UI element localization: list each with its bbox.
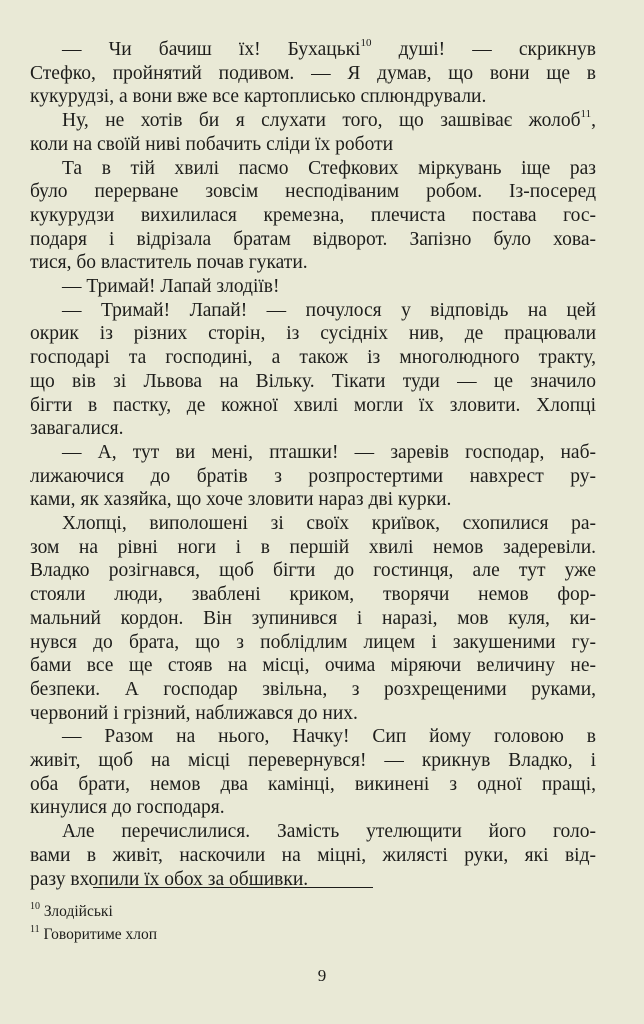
text-line: окрик із різних сторін, із сусідніх нив, де працювали: [30, 323, 596, 345]
footnote-ref[interactable]: 11: [580, 107, 592, 120]
text-line: що вів зі Львова на Вільку. Тікати туди — це значило: [30, 370, 596, 392]
text-line: лижаючися до братів з розпростертими навхрест ру-: [30, 465, 596, 487]
footnote-text: Говоритиме хлоп: [43, 926, 158, 943]
page-number: 9: [317, 966, 327, 985]
text-line: — Разом на нього, Начку! Сип йому головою в: [62, 726, 596, 748]
text-line: червоний і грізний, наближався до них.: [30, 702, 358, 724]
text-line: було перерване зовсім несподіваним робом. Із-посеред: [30, 181, 596, 203]
text-line: ками, як хазяйка, що хоче зловити нараз дві курки.: [30, 489, 452, 511]
text-line: оба брати, немов два камінці, викинені з одної пращі,: [30, 773, 596, 795]
text-line: безпеки. А господар звільна, з розхрещеними руками,: [30, 678, 596, 700]
text-line: Але перечислилися. Замість утелющити його голо-: [62, 821, 596, 843]
text-line: — А, тут ви мені, пташки! — заревів господар, наб-: [62, 441, 596, 463]
text-line: вами в живіт, наскочили на міцні, жилясті руки, які від-: [30, 844, 596, 866]
footnote-number: 11: [30, 923, 40, 935]
text-line: коли на своїй ниві побачить сліди їх роботи: [30, 133, 394, 155]
text-line: живіт, щоб на місці перевернувся! — крикнув Владко, і: [30, 750, 596, 771]
text-line: тися, бо властитель почав гукати.: [30, 252, 308, 274]
footnote: [30, 902, 113, 922]
text-line: Ну, не хотів би я слухати того, що зашвіває жолоб$^{11}$,: [62, 107, 596, 132]
text-line: стояли люди, зваблені криком, творячи немов фор-: [30, 584, 596, 606]
text-line: нувся до брата, що з поблідлим лицем і закушеними гу-: [30, 631, 596, 653]
text-line: мальний кордон. Він зупинився і наразі, мов куля, ки-: [30, 607, 596, 629]
text-line: зом на рівні ноги і в першій хвилі немов задеревіли.: [30, 536, 596, 558]
footnote: [30, 925, 157, 945]
text-line: кукурудзі, а вони вже все картоплисько сплюндрували.: [30, 86, 487, 108]
text-line: подаря і відрізала братам відворот. Запізно було хова-: [30, 228, 596, 250]
text-line: Та в тій хвилі пасмо Стефкових міркувань іще раз: [62, 157, 596, 179]
footnote-ref[interactable]: 10: [360, 36, 372, 49]
text-line: господарі та господині, а також із многолюдного тракту,: [30, 347, 596, 369]
text-line: завагалися.: [30, 418, 124, 440]
footnote-text: Злодійські: [43, 903, 113, 920]
text-line: разу вхопили їх обох за обшивки.: [30, 868, 309, 890]
text-line: кукурудзи вихилилася кремезна, плечиста постава гос-: [30, 204, 596, 226]
text-line: бігти в пастку, де кожної хвилі могли їх зловити. Хлопці: [30, 394, 596, 416]
text-line: — Тримай! Лапай! — почулося у відповідь на цей: [62, 299, 596, 321]
text-line: Хлопці, виполошені зі своїх криївок, схопилися ра-: [62, 513, 596, 534]
text-line: Стефко, пройнятий подивом. — Я думав, що вони ще в: [30, 62, 596, 84]
text-line: бами все ще стояв на місці, очима міряючи величину не-: [30, 655, 596, 677]
text-line: кинулися до господаря.: [30, 797, 225, 819]
footnote-number: 10: [30, 900, 40, 912]
text-line: — Чи бачиш їх! Бухацькі$^{10}$ душі! — скрикнув: [62, 36, 597, 60]
text-line: — Тримай! Лапай злодіїв!: [62, 276, 280, 297]
footnote-divider: [93, 887, 373, 888]
text-line: Владко розігнався, щоб бігти до гостинця, але тут уже: [30, 560, 596, 582]
